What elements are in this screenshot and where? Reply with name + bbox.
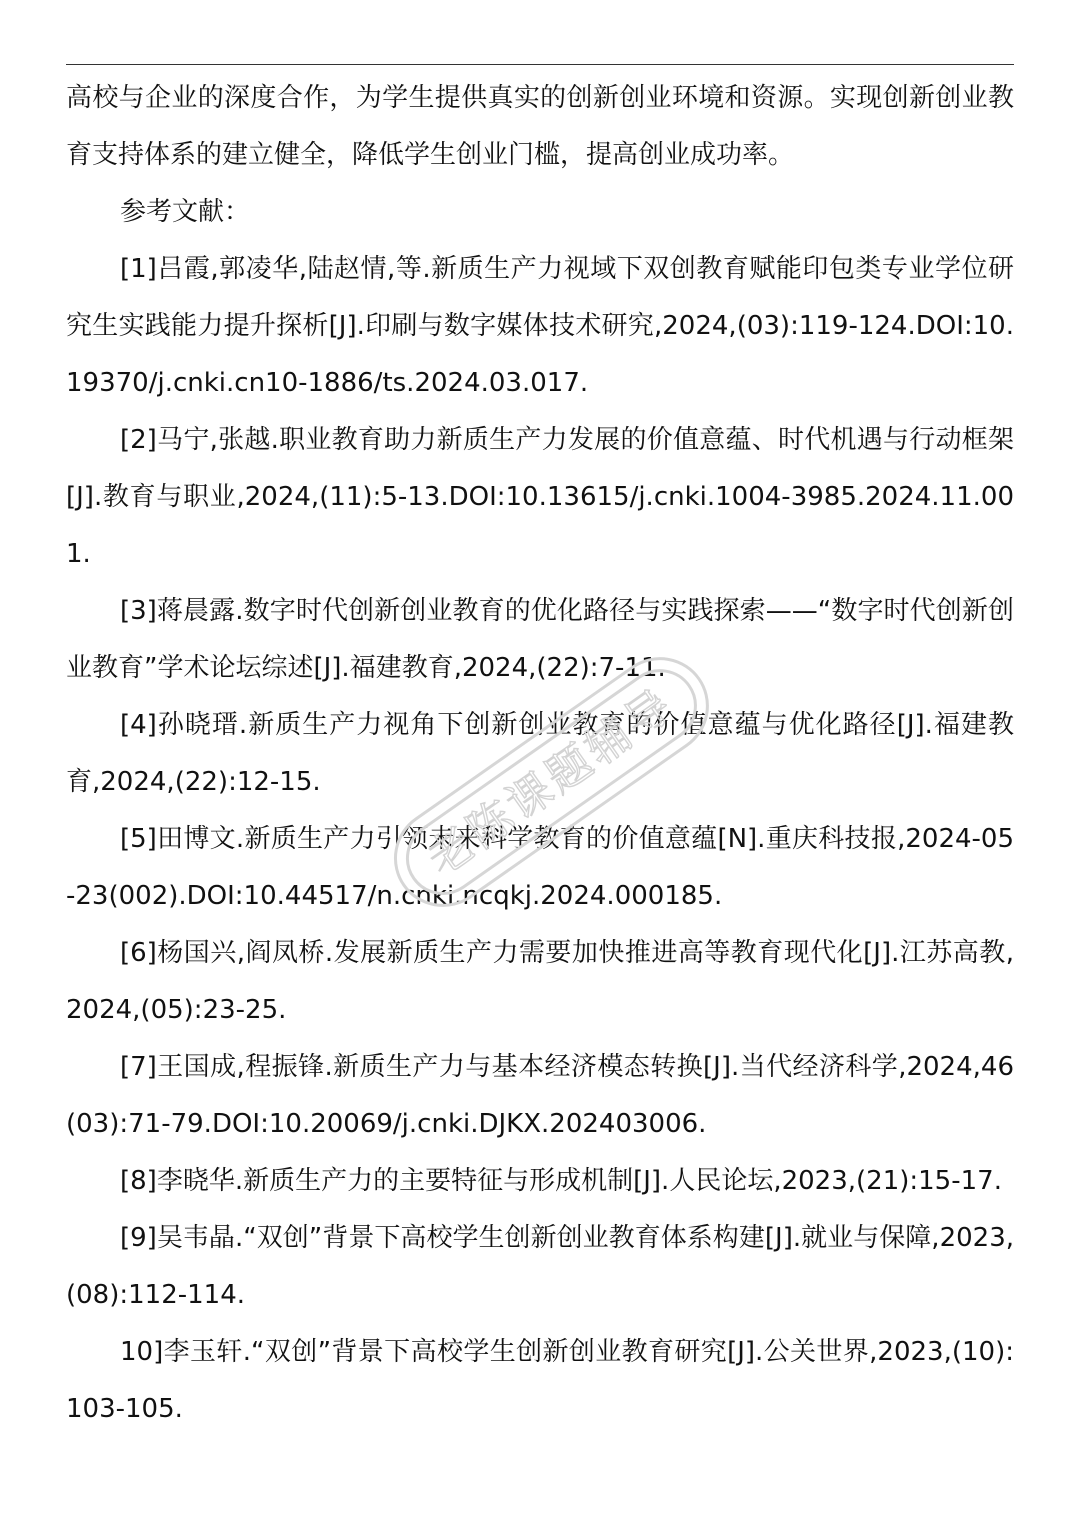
references-heading: 参考文献： (120, 197, 251, 227)
watermark-text: 老陈课题辅导 (418, 678, 685, 886)
document-body (66, 70, 1014, 1438)
header-rule (66, 64, 1014, 65)
reference-item-7: [7]王国成,程振锋.新质生产力与基本经济模态转换[J].当代经济科学,2024,46(03):71-79.DOI:10.20069/j.cnki.DJKX.202403006. (66, 1052, 1014, 1139)
intro-paragraph: 高校与企业的深度合作，为学生提供真实的创新创业环境和资源。实现创新创业教育支持体系的建立健全，降低学生创业门槛，提高创业成功率。 (66, 83, 1014, 170)
reference-item-2: [2]马宁,张越.职业教育助力新质生产力发展的价值意蕴、时代机遇与行动框架[J].教育与职业,2024,(11):5-13.DOI:10.13615/j.cnki.1004-3985.2024.11.001. (66, 425, 1014, 569)
reference-item-9: [9]吴韦晶.“双创”背景下高校学生创新创业教育体系构建[J].就业与保障,2023,(08):112-114. (66, 1223, 1014, 1310)
reference-item-10: 10]李玉轩.“双创”背景下高校学生创新创业教育研究[J].公关世界,2023,(10):103-105. (66, 1337, 1014, 1424)
reference-item-6: [6]杨国兴,阎凤桥.发展新质生产力需要加快推进高等教育现代化[J].江苏高教,2024,(05):23-25. (66, 938, 1014, 1025)
reference-item-3: [3]蒋晨露.数字时代创新创业教育的优化路径与实践探索——“数字时代创新创业教育”学术论坛综述[J].福建教育,2024,(22):7-11. (66, 596, 1014, 683)
reference-item-4: [4]孙晓瑨.新质生产力视角下创新创业教育的价值意蕴与优化路径[J].福建教育,2024,(22):12-15. (66, 710, 1014, 797)
reference-item-5: [5]田博文.新质生产力引领未来科学教育的价值意蕴[N].重庆科技报,2024-05-23(002).DOI:10.44517/n.cnki.ncqkj.2024.000185. (66, 824, 1014, 911)
reference-item-1: [1]吕霞,郭凌华,陆赵情,等.新质生产力视域下双创教育赋能印包类专业学位研究生实践能力提升探析[J].印刷与数字媒体技术研究,2024,(03):119-124.DOI:10.19370/j.cnki.cn10-1886/ts.2024.03.017. (66, 254, 1014, 398)
reference-item-8: [8]李晓华.新质生产力的主要特征与形成机制[J].人民论坛,2023,(21):15-17. (120, 1166, 1002, 1196)
